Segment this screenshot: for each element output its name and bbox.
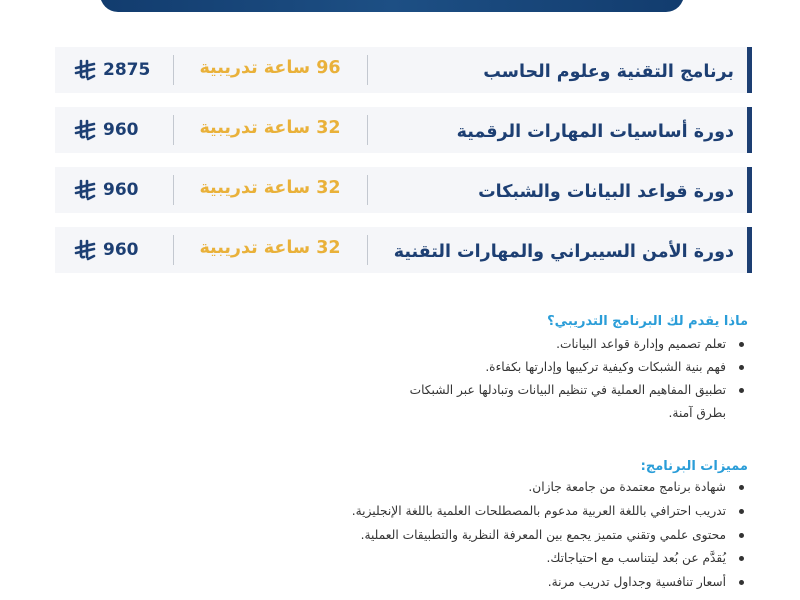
- row-accent: [747, 47, 752, 93]
- course-name: دورة الأمن السيبراني والمهارات التقنية: [393, 242, 734, 262]
- features-title: مميزات البرنامج:: [640, 459, 748, 474]
- bullet-icon: [739, 342, 744, 347]
- course-price-table: [55, 47, 752, 287]
- divider: [367, 55, 368, 85]
- benefits-section: [388, 314, 748, 425]
- course-row: [55, 47, 752, 93]
- price-value: 960: [103, 180, 139, 200]
- divider: [173, 115, 174, 145]
- list-item-text: تدريب احترافي باللغة العربية مدعوم بالمصطلحات العلمية باللغة الإنجليزية.: [351, 503, 726, 518]
- list-item-text: تعلم تصميم وإدارة قواعد البيانات.: [556, 337, 726, 351]
- course-row: [55, 227, 752, 273]
- saudi-riyal-icon: [73, 59, 97, 81]
- features-list: [228, 476, 748, 595]
- divider: [173, 235, 174, 265]
- course-hours: 32 ساعة تدريبية: [199, 238, 341, 258]
- course-name: برنامج التقنية وعلوم الحاسب: [483, 62, 734, 82]
- divider: [367, 175, 368, 205]
- bullet-icon: [739, 485, 744, 490]
- list-item-text: أسعار تنافسية وجداول تدريب مرنة.: [547, 575, 726, 590]
- course-price: [73, 47, 169, 93]
- bullet-icon: [739, 580, 744, 585]
- course-row: [55, 107, 752, 153]
- benefits-title: ماذا يقدم لك البرنامج التدريبي؟: [547, 314, 748, 329]
- course-price: [73, 107, 169, 153]
- course-name: دورة قواعد البيانات والشبكات: [478, 182, 734, 202]
- divider: [173, 175, 174, 205]
- saudi-riyal-icon: [73, 179, 97, 201]
- list-item-text: تطبيق المفاهيم العملية في تنظيم البيانات وتبادلها عبر الشبكات بطرق آمنة.: [409, 383, 726, 420]
- list-item: [228, 524, 748, 548]
- course-price: [73, 167, 169, 213]
- course-hours: 32 ساعة تدريبية: [199, 178, 341, 198]
- course-price: [73, 227, 169, 273]
- row-accent: [747, 167, 752, 213]
- list-item: [228, 571, 748, 595]
- price-value: 960: [103, 240, 139, 260]
- saudi-riyal-icon: [73, 119, 97, 141]
- bullet-icon: [739, 509, 744, 514]
- bullet-icon: [739, 365, 744, 370]
- list-item-text: فهم بنية الشبكات وكيفية تركيبها وإدارتها بكفاءة.: [485, 360, 726, 374]
- list-item-text: يُقدَّم عن بُعد ليتناسب مع احتياجاتك.: [546, 551, 726, 566]
- course-row: [55, 167, 752, 213]
- saudi-riyal-icon: [73, 239, 97, 261]
- list-item-text: محتوى علمي وتقني متميز يجمع بين المعرفة النظرية والتطبيقات العملية.: [360, 527, 726, 542]
- list-item: [228, 500, 748, 524]
- bullet-icon: [739, 533, 744, 538]
- price-value: 960: [103, 120, 139, 140]
- features-section: [228, 459, 748, 595]
- divider: [367, 235, 368, 265]
- list-item: [228, 476, 748, 500]
- list-item: [388, 379, 748, 425]
- divider: [173, 55, 174, 85]
- list-item: [388, 356, 748, 379]
- list-item: [228, 547, 748, 571]
- row-accent: [747, 107, 752, 153]
- course-hours: 96 ساعة تدريبية: [199, 58, 341, 78]
- list-item: [388, 333, 748, 356]
- course-name: دورة أساسيات المهارات الرقمية: [456, 122, 734, 142]
- bullet-icon: [739, 556, 744, 561]
- header-banner: [100, 0, 684, 12]
- course-hours: 32 ساعة تدريبية: [199, 118, 341, 138]
- benefits-list: [388, 333, 748, 425]
- row-accent: [747, 227, 752, 273]
- list-item-text: شهادة برنامج معتمدة من جامعة جازان.: [528, 480, 726, 494]
- divider: [367, 115, 368, 145]
- bullet-icon: [739, 388, 744, 393]
- price-value: 2875: [103, 60, 151, 80]
